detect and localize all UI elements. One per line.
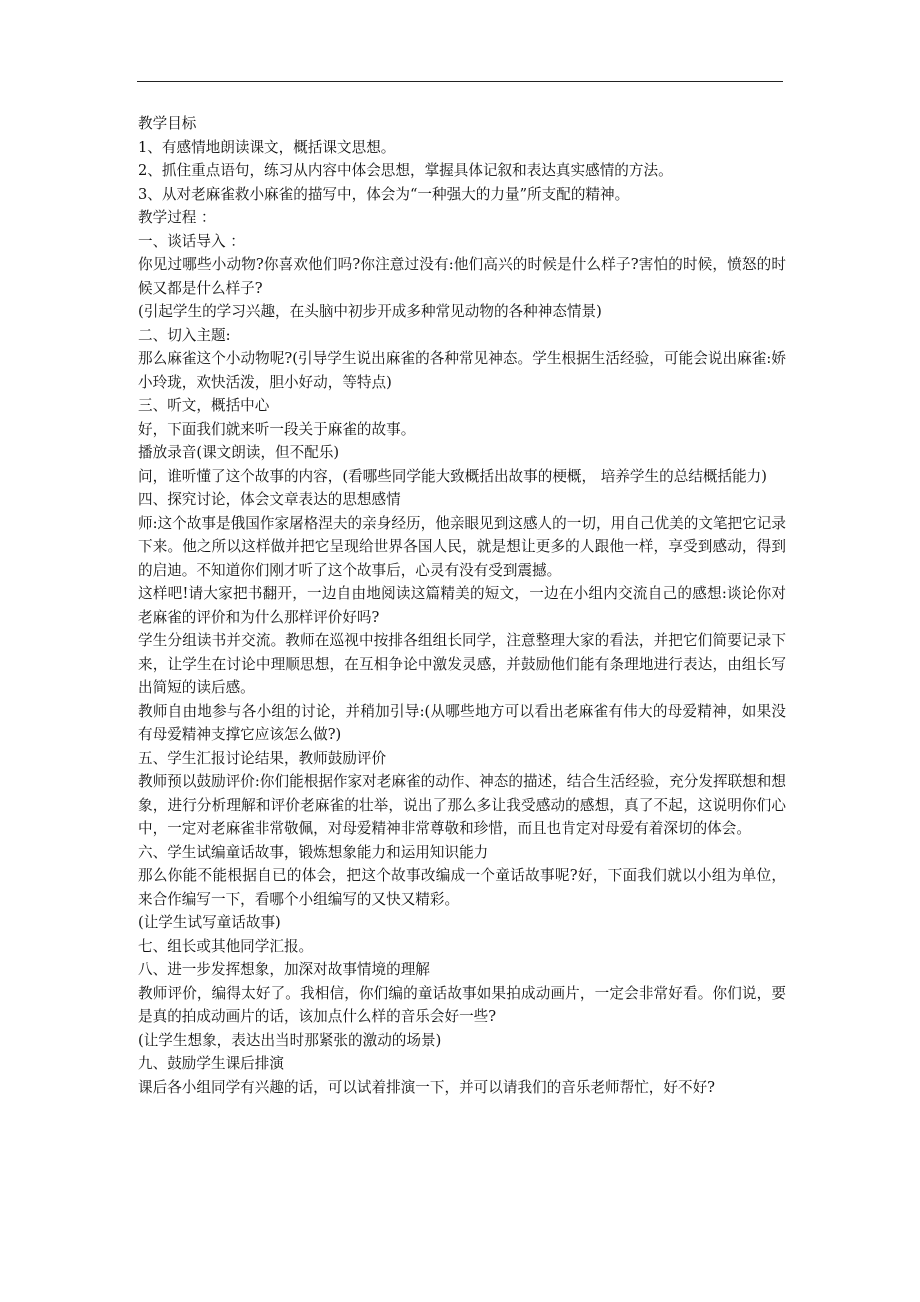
step-heading: 七、组长或其他同学汇报。	[138, 937, 314, 955]
paragraph: 那么麻雀这个小动物呢?(引导学生说出麻雀的各种常见神态。学生根据生活经验，可能会说出麻雀:娇小玲珑，欢快活泼，胆小好动，等特点)	[138, 350, 786, 391]
step-heading: 一、谈话导入 ：	[138, 232, 245, 250]
paragraph: 教师评价，编得太好了。我相信，你们编的童话故事如果拍成动画片，一定会非常好看。你们说，要是真的拍成动画片的话，该加点什么样的音乐会好一些?	[138, 984, 786, 1025]
paragraph: 教师自由地参与各小组的讨论，并稍加引导:(从哪些地方可以看出老麻雀有伟大的母爱精神，如果没有母爱精神支撑它应该怎么做?)	[138, 702, 786, 743]
step-heading: 八、进一步发挥想象，加深对故事情境的理解	[138, 961, 430, 978]
step-heading: 六、学生试编童话故事，锻炼想象能力和运用知识能力	[138, 843, 489, 861]
section-heading-process: 教学过程 ：	[138, 209, 216, 226]
paragraph: 你见过哪些小动物?你喜欢他们吗?你注意过没有:他们高兴的时候是什么样子?害怕的时候，愤怒的时候又都是什么样子?	[138, 256, 786, 297]
paragraph: 那么你能不能根据自已的体会，把这个故事改编成一个童话故事呢?好，下面我们就以小组为单位，来合作编写一下，看哪个小组编写的又快又精彩。	[138, 867, 786, 908]
section-heading-objectives: 教学目标	[138, 115, 197, 132]
header-rule	[137, 81, 783, 82]
objective-item: 3、从对老麻雀救小麻雀的描写中，体会为“一种强大的力量”所支配的精神。	[138, 185, 630, 203]
step-heading: 四、探究讨论，体会文章表达的思想感情	[138, 491, 401, 508]
step-heading: 九、鼓励学生课后排演	[138, 1055, 284, 1072]
paragraph: 问，谁听懂了这个故事的内容，(看哪些同学能大致概括出故事的梗概， 培养学生的总结概括能力)	[138, 467, 767, 485]
paragraph: (引起学生的学习兴趣，在头脑中初步开成多种常见动物的各种神态情景)	[138, 303, 602, 320]
paragraph: (让学生试写童话故事)	[138, 914, 281, 931]
paragraph: 这样吧!请大家把书翻开，一边自由地阅读这篇精美的短文，一边在小组内交流自己的感想:谈论你对老麻雀的评价和为什么那样评价好吗?	[138, 585, 786, 626]
step-heading: 二、切入主题:	[138, 326, 231, 344]
objective-item: 1、有感情地朗读课文，概括课文思想。	[138, 138, 396, 156]
paragraph: 学生分组读书并交流。教师在巡视中按排各组组长同学，注意整理大家的看法，并把它们简要记录下来，让学生在讨论中理顺思想，在互相争论中激发灵感，并鼓励他们能有条理地进行表达，由组长写出简短的读后感。	[138, 632, 786, 696]
document-body	[138, 112, 786, 1099]
paragraph: 播放录音(课文朗读，但不配乐)	[138, 444, 340, 461]
paragraph: 师:这个故事是俄国作家屠格涅夫的亲身经历，他亲眼见到这感人的一切，用自己优美的文笔把它记录下来。他之所以这样做并把它呈现给世界各国人民，就是想让更多的人跟他一样，享受到感动，得到的启迪。不知道你们刚才听了这个故事后，心灵有没有受到震撼。	[138, 514, 786, 579]
step-heading: 五、学生汇报讨论结果，教师鼓励评价	[138, 749, 387, 767]
paragraph: 好，下面我们就来听一段关于麻雀的故事。	[138, 420, 416, 438]
paragraph: 教师预以鼓励评价:你们能根据作家对老麻雀的动作、神态的描述，结合生活经验，充分发挥联想和想象，进行分析理解和评价老麻雀的壮举，说出了那么多让我受感动的感想，真了不起，这说明你们心中，一定对老麻雀非常敬佩，对母爱精神非常尊敬和珍惜，而且也肯定对母爱有着深切的体会。	[138, 773, 786, 837]
paragraph: 课后各小组同学有兴趣的话，可以试着排演一下，并可以请我们的音乐老师帮忙，好不好?	[138, 1078, 715, 1096]
paragraph: (让学生想象，表达出当时那紧张的激动的场景)	[138, 1031, 442, 1049]
objective-item: 2、抓住重点语句，练习从内容中体会思想，掌握具体记叙和表达真实感情的方法。	[138, 162, 673, 179]
step-heading: 三、听文，概括中心	[138, 397, 270, 414]
